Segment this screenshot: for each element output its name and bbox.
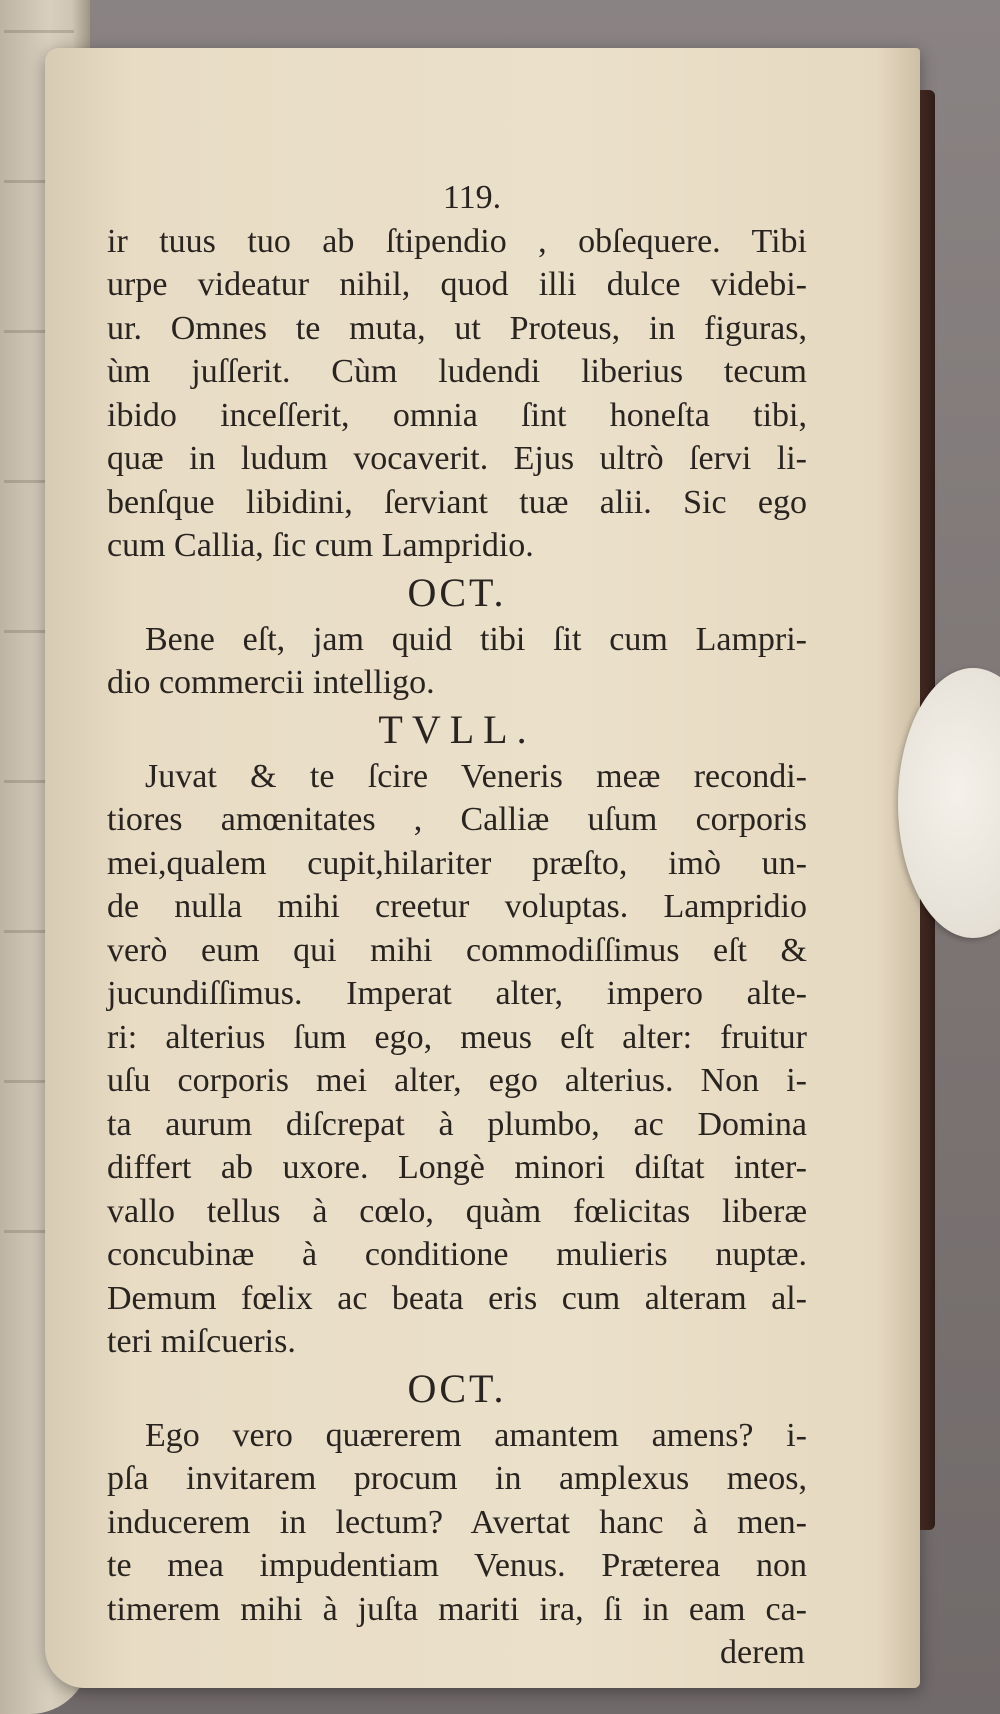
text-line: ri: alterius ſum ego, meus eſt alter: fruitur <box>107 1018 807 1056</box>
page-number: 119. <box>442 179 502 216</box>
text-line: Demum fœlix ac beata eris cum alteram al- <box>107 1279 807 1317</box>
text-line: timerem mihi à juſta mariti ira, ſi in eam ca- <box>107 1590 807 1628</box>
paragraph <box>107 755 807 1364</box>
text-line: tiores amœnitates , Calliæ uſum corporis <box>107 801 807 838</box>
text-line: concubinæ à conditione mulieris nuptæ. <box>107 1236 807 1273</box>
book-page <box>45 48 920 1688</box>
paragraph <box>107 220 807 568</box>
text-line: ir tuus tuo ab ſtipendio , obſequere. Tibi <box>107 222 807 260</box>
page-text <box>107 176 807 1675</box>
text-line: verò eum qui mihi commodiſſimus eſt & <box>107 931 807 969</box>
text-line: mei,qualem cupit,hilariter præſto, imò un- <box>107 844 807 882</box>
text-line: benſque libidini, ſerviant tuæ alii. Sic ego <box>107 483 807 521</box>
paragraph <box>107 618 807 705</box>
text-line: teri miſcueris. <box>107 1323 296 1360</box>
speaker-heading: TVLL. <box>378 706 536 752</box>
text-line: cum Callia, ſic cum Lampridio. <box>107 527 534 564</box>
text-line: pſa invitarem procum in amplexus meos, <box>107 1460 807 1497</box>
text-line: inducerem in lectum? Avertat hanc à men- <box>107 1503 807 1541</box>
text-line: de nulla mihi creetur voluptas. Lampridio <box>107 888 807 925</box>
text-line: Ego vero quærerem amantem amens? i- <box>145 1416 807 1454</box>
text-line: te mea impudentiam Venus. Præterea non <box>107 1547 807 1584</box>
text-line: Juvat & te ſcire Veneris meæ recondi- <box>145 757 807 795</box>
catchword: derem <box>720 1634 805 1671</box>
text-line: Bene eſt, jam quid tibi ſit cum Lampri- <box>145 620 807 658</box>
text-line: ta aurum diſcrepat à plumbo, ac Domina <box>107 1105 807 1143</box>
text-line: ibido inceſſerit, omnia ſint honeſta tibi, <box>107 396 807 434</box>
text-line: quæ in ludum vocaverit. Ejus ultrò ſervi li- <box>107 440 807 477</box>
text-line: differt ab uxore. Longè minori diſtat inter- <box>107 1149 807 1186</box>
text-line: dio commercii intelligo. <box>107 664 435 701</box>
speaker-heading: OCT. <box>407 569 507 615</box>
text-line: uſu corporis mei alter, ego alterius. Non i- <box>107 1062 807 1099</box>
text-line: urpe videatur nihil, quod illi dulce videbi- <box>107 266 807 303</box>
paragraph <box>107 1414 807 1632</box>
text-line: ùm juſſerit. Cùm ludendi liberius tecum <box>107 353 807 390</box>
text-line: vallo tellus à cœlo, quàm fœlicitas liberæ <box>107 1192 807 1230</box>
text-line: ur. Omnes te muta, ut Proteus, in figuras, <box>107 309 807 347</box>
speaker-heading: OCT. <box>407 1365 507 1411</box>
text-line: jucundiſſimus. Imperat alter, impero alte- <box>107 975 807 1012</box>
